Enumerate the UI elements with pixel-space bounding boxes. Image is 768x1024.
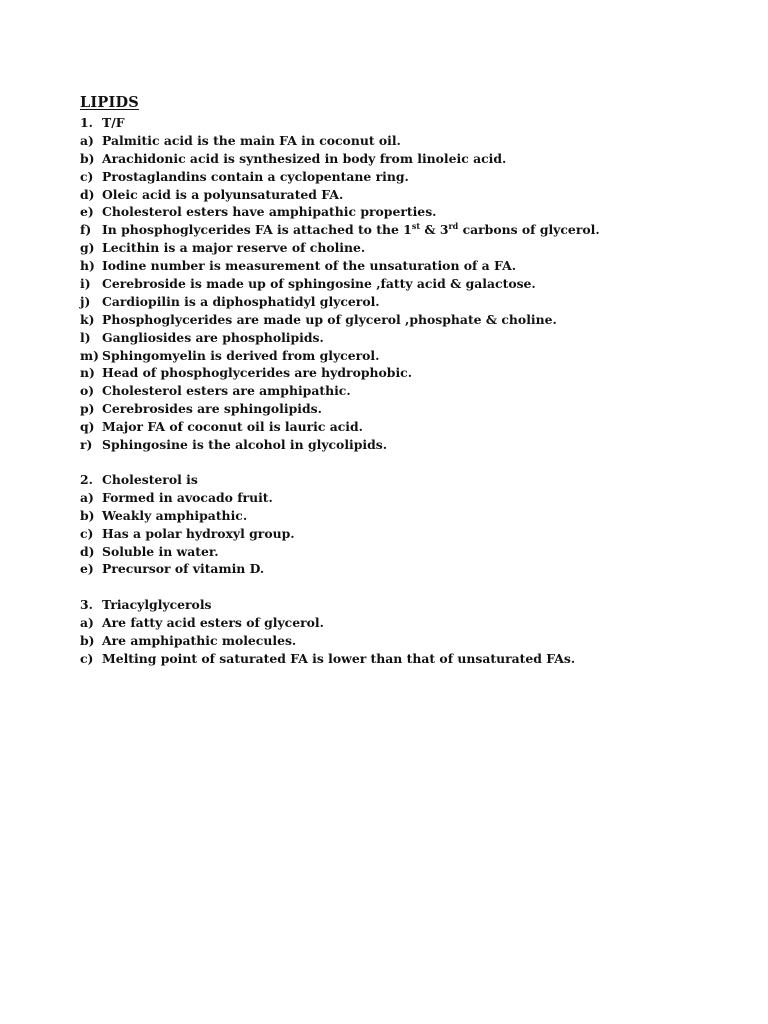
item-marker: i)	[80, 276, 91, 292]
list-item	[80, 507, 740, 525]
item-text-part: In phosphoglycerides FA is attached to the 1	[102, 222, 412, 238]
item-text: Arachidonic acid is synthesized in body from linoleic acid.	[102, 150, 507, 166]
list-item	[80, 150, 740, 168]
item-text: Are amphipathic molecules.	[102, 632, 297, 648]
document-title: LIPIDS	[80, 94, 139, 111]
list-item	[80, 650, 740, 668]
item-marker: m)	[80, 347, 99, 363]
item-marker: e)	[80, 561, 94, 577]
list-item	[80, 436, 740, 454]
item-text: Iodine number is measurement of the unsaturation of a FA.	[102, 258, 517, 274]
item-text: Cholesterol esters are amphipathic.	[102, 383, 351, 399]
item-text: Head of phosphoglycerides are hydrophobic.	[102, 365, 413, 381]
question-heading-text: T/F	[102, 115, 125, 130]
ordinal-superscript: rd	[448, 221, 459, 232]
item-text: Has a polar hydroxyl group.	[102, 525, 295, 541]
item-marker: d)	[80, 186, 95, 202]
list-item	[80, 221, 740, 239]
question-number: 1.	[80, 115, 93, 130]
list-item	[80, 382, 740, 400]
item-marker: g)	[80, 240, 95, 256]
list-item	[80, 311, 740, 329]
item-marker: c)	[80, 525, 94, 541]
list-item	[80, 239, 740, 257]
item-text: Cholesterol esters have amphipathic properties.	[102, 204, 437, 220]
list-item	[80, 614, 740, 632]
item-text: Cerebrosides are sphingolipids.	[102, 401, 322, 417]
item-marker: o)	[80, 383, 95, 399]
list-item	[80, 400, 740, 418]
item-marker: p)	[80, 401, 95, 417]
list-item	[80, 347, 740, 365]
item-text: Are fatty acid esters of glycerol.	[102, 614, 324, 630]
list-item	[80, 489, 740, 507]
question-number: 3.	[80, 597, 93, 612]
item-marker: f)	[80, 222, 92, 238]
item-marker: l)	[80, 329, 91, 345]
item-marker: h)	[80, 258, 95, 274]
item-text: Lecithin is a major reserve of choline.	[102, 240, 366, 256]
list-item	[80, 168, 740, 186]
item-marker: n)	[80, 365, 95, 381]
item-text: Weakly amphipathic.	[102, 507, 248, 523]
list-item	[80, 203, 740, 221]
item-marker: j)	[80, 293, 91, 309]
list-item	[80, 525, 740, 543]
item-text: Precursor of vitamin D.	[102, 561, 265, 577]
item-text: Sphingomyelin is derived from glycerol.	[102, 347, 380, 363]
list-item	[80, 543, 740, 561]
item-marker: b)	[80, 150, 95, 166]
item-text: Cardiopilin is a diphosphatidyl glycerol.	[102, 293, 380, 309]
item-text: Prostaglandins contain a cyclopentane ring.	[102, 168, 409, 184]
question-heading-text: Triacylglycerols	[102, 597, 212, 612]
list-item	[80, 418, 740, 436]
question-heading	[80, 596, 740, 614]
item-marker: a)	[80, 132, 94, 148]
item-text: Cerebroside is made up of sphingosine ,fatty acid & galactose.	[102, 276, 536, 292]
item-text: Formed in avocado fruit.	[102, 489, 273, 505]
question-number: 2.	[80, 472, 93, 487]
item-text: Soluble in water.	[102, 543, 219, 559]
question-section-3	[80, 596, 740, 668]
ordinal-superscript: st	[411, 221, 421, 232]
question-heading	[80, 471, 740, 489]
item-text: Phosphoglycerides are made up of glycerol ,phosphate & choline.	[102, 311, 557, 327]
item-text: Gangliosides are phospholipids.	[102, 329, 324, 345]
item-text: Palmitic acid is the main FA in coconut oil.	[102, 132, 401, 148]
list-item	[80, 257, 740, 275]
item-text: Major FA of coconut oil is lauric acid.	[102, 419, 363, 435]
list-item	[80, 364, 740, 382]
item-marker: c)	[80, 168, 94, 184]
question-section-2	[80, 471, 740, 578]
item-marker: q)	[80, 419, 95, 435]
list-item	[80, 275, 740, 293]
item-marker: c)	[80, 650, 94, 666]
item-text	[102, 221, 600, 239]
item-marker: a)	[80, 614, 94, 630]
item-text-part: carbons of glycerol.	[458, 222, 600, 238]
list-item	[80, 293, 740, 311]
question-heading-text: Cholesterol is	[102, 472, 198, 487]
item-text: Melting point of saturated FA is lower than that of unsaturated FAs.	[102, 650, 576, 666]
item-marker: r)	[80, 437, 93, 453]
list-item	[80, 186, 740, 204]
item-text: Oleic acid is a polyunsaturated FA.	[102, 186, 344, 202]
item-marker: b)	[80, 632, 95, 648]
item-marker: a)	[80, 489, 94, 505]
list-item	[80, 560, 740, 578]
item-text: Sphingosine is the alcohol in glycolipids.	[102, 437, 388, 453]
item-marker: k)	[80, 311, 95, 327]
item-text-part: & 3	[420, 222, 449, 238]
list-item	[80, 329, 740, 347]
list-item	[80, 132, 740, 150]
item-marker: b)	[80, 507, 95, 523]
item-marker: d)	[80, 543, 95, 559]
list-item	[80, 632, 740, 650]
question-section-1	[80, 114, 740, 454]
item-marker: e)	[80, 204, 94, 220]
question-heading	[80, 114, 740, 132]
